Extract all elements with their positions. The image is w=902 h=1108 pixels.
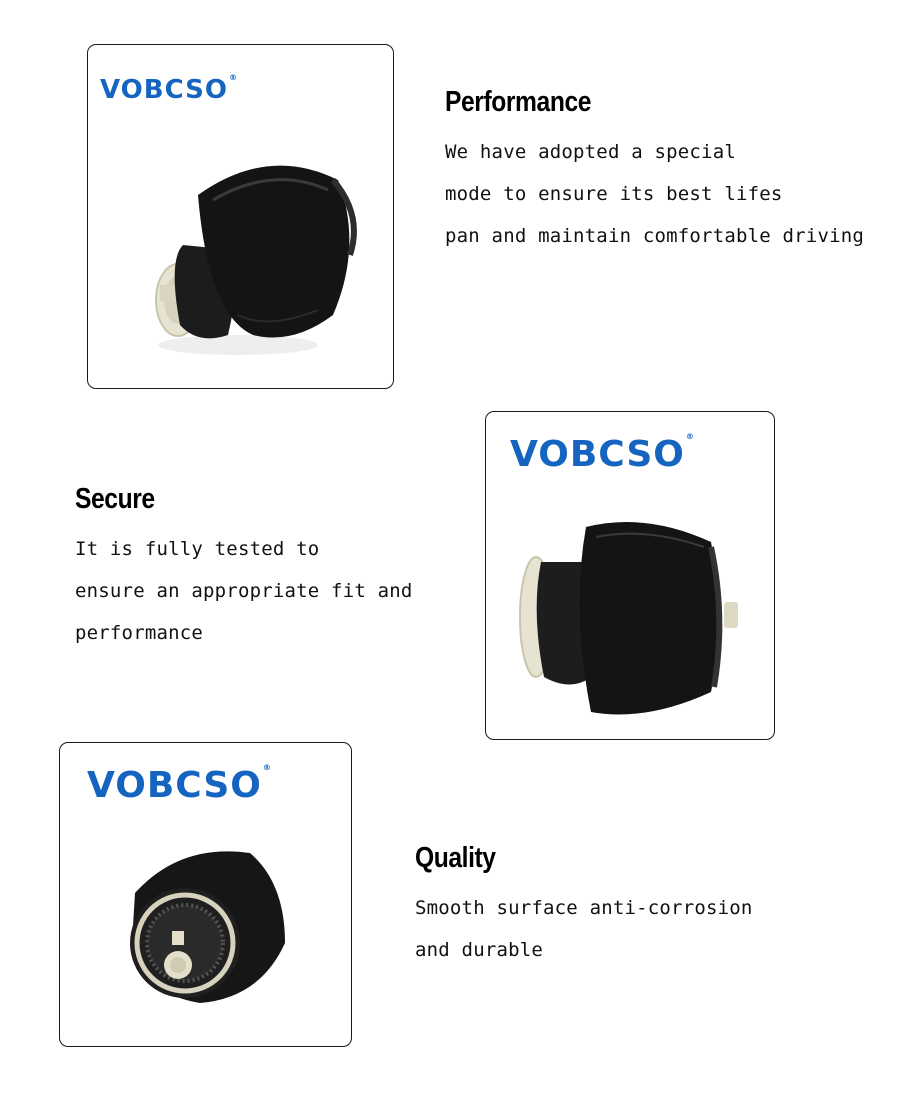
feature-text-line: ensure an appropriate fit and	[75, 580, 413, 602]
registered-mark: ®	[262, 763, 272, 772]
feature-text-line: We have adopted a special	[445, 141, 736, 163]
feature-text-line: mode to ensure its best lifes	[445, 183, 783, 205]
feature-heading-secure: Secure	[75, 483, 155, 515]
feature-text-line: It is fully tested to	[75, 538, 320, 560]
air-spring-image-side-2	[486, 412, 774, 739]
air-spring-image-end	[60, 743, 351, 1046]
feature-heading-performance: Performance	[445, 86, 592, 118]
registered-mark: ®	[228, 73, 238, 82]
feature-text-line: pan and maintain comfortable driving	[445, 225, 865, 247]
air-spring-image-side	[88, 45, 393, 388]
feature-text-line: and durable	[415, 939, 544, 961]
feature-text-line: Smooth surface anti-corrosion	[415, 897, 753, 919]
product-card-3	[59, 742, 352, 1047]
brand-name: VOBCSO	[100, 75, 228, 105]
feature-text-line: performance	[75, 622, 204, 644]
brand-name: VOBCSO	[87, 765, 262, 806]
product-card-2	[485, 411, 775, 740]
product-card-1	[87, 44, 394, 389]
brand-name: VOBCSO	[510, 434, 685, 475]
feature-heading-quality: Quality	[415, 842, 496, 874]
registered-mark: ®	[685, 432, 695, 441]
